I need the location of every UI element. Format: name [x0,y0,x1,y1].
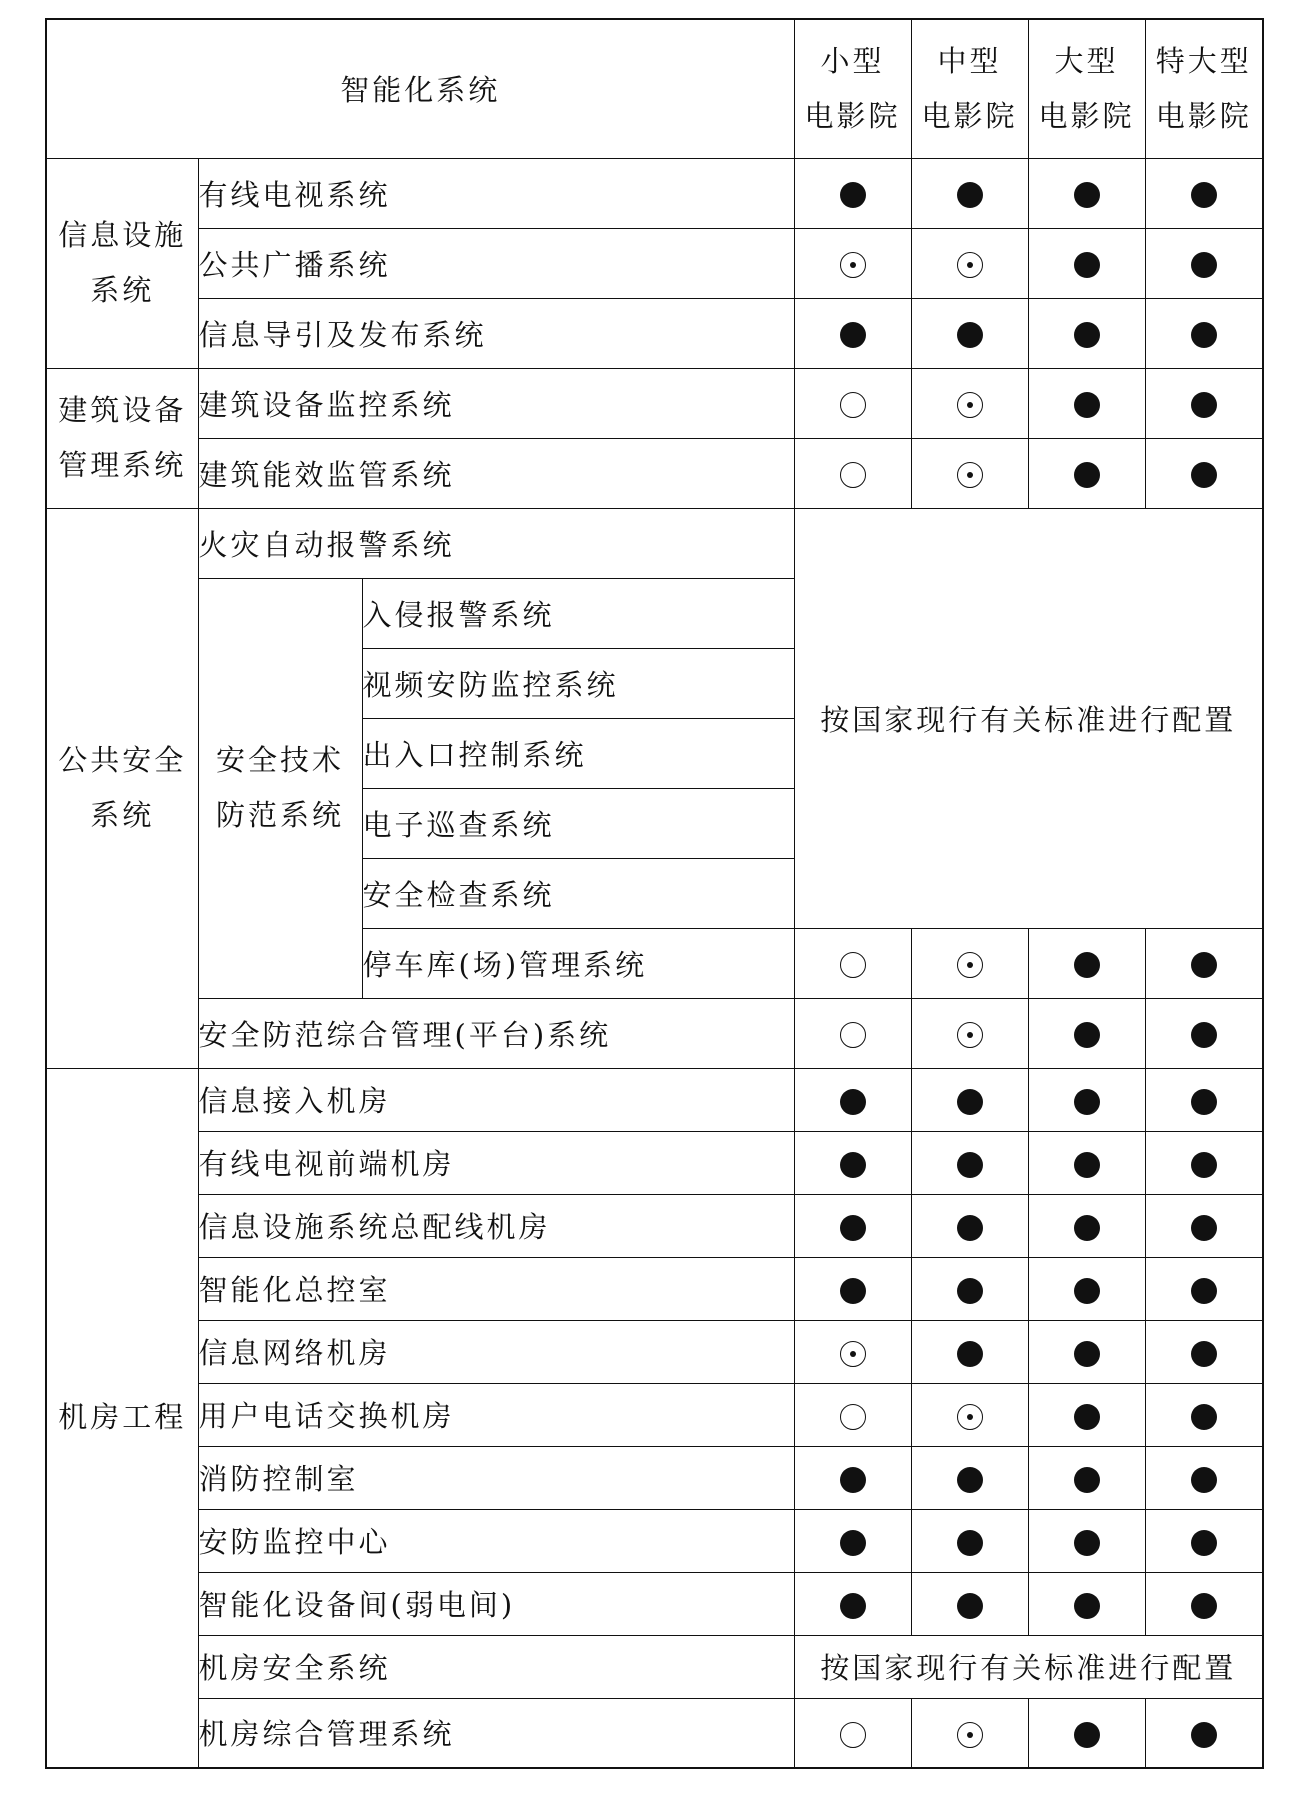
filled-circle-icon [957,182,983,208]
filled-circle-icon [957,1278,983,1304]
filled-circle-icon [1074,252,1100,278]
table-row [46,298,1263,368]
row-label: 电子巡查系统 [362,788,794,858]
filled-circle-icon [840,1215,866,1241]
filled-circle-icon [1191,1404,1217,1430]
row-label: 智能化总控室 [198,1257,794,1320]
dotted-circle-icon [957,392,983,418]
mark-cell [1145,1572,1263,1635]
filled-circle-icon [1074,322,1100,348]
subgroup-security-tech: 安全技术 防范系统 [198,578,362,998]
open-circle-icon [840,462,866,488]
mark-cell [911,1131,1028,1194]
mark-cell [1028,1383,1145,1446]
mark-cell [911,1068,1028,1131]
mark-cell [1145,158,1263,228]
group-machine-room: 机房工程 [46,1068,198,1768]
filled-circle-icon [1191,252,1217,278]
mark-cell [1145,1509,1263,1572]
mark-cell [911,1257,1028,1320]
table-row [46,1446,1263,1509]
filled-circle-icon [1074,392,1100,418]
filled-circle-icon [1191,1341,1217,1367]
row-label: 信息网络机房 [198,1320,794,1383]
row-label: 建筑能效监管系统 [198,438,794,508]
mark-cell [1028,1446,1145,1509]
filled-circle-icon [840,1530,866,1556]
filled-circle-icon [1191,1467,1217,1493]
mark-cell [911,998,1028,1068]
open-circle-icon [840,1404,866,1430]
mark-cell [1028,928,1145,998]
table-row [46,1068,1263,1131]
row-label: 停车库(场)管理系统 [362,928,794,998]
filled-circle-icon [1074,1152,1100,1178]
row-label: 出入口控制系统 [362,718,794,788]
open-circle-icon [840,1722,866,1748]
dotted-circle-icon [840,1341,866,1367]
mark-cell [794,298,911,368]
filled-circle-icon [1074,1089,1100,1115]
mark-cell [1028,298,1145,368]
mark-cell [794,1509,911,1572]
table-row [46,438,1263,508]
filled-circle-icon [1074,952,1100,978]
mark-cell [1028,228,1145,298]
table-row [46,1383,1263,1446]
mark-cell [1145,1446,1263,1509]
mark-cell [794,998,911,1068]
open-circle-icon [840,1022,866,1048]
row-label: 建筑设备监控系统 [198,368,794,438]
mark-cell [794,1068,911,1131]
standards-note: 按国家现行有关标准进行配置 [794,1635,1263,1698]
header-col-xlarge: 特大型 电影院 [1145,19,1263,158]
filled-circle-icon [1191,322,1217,348]
filled-circle-icon [1191,462,1217,488]
filled-circle-icon [840,1152,866,1178]
table-row [46,508,1263,578]
row-label: 信息设施系统总配线机房 [198,1194,794,1257]
mark-cell [1028,1509,1145,1572]
row-label: 机房安全系统 [198,1635,794,1698]
mark-cell [911,928,1028,998]
row-label: 安全防范综合管理(平台)系统 [198,998,794,1068]
filled-circle-icon [1074,1404,1100,1430]
mark-cell [794,1572,911,1635]
row-label: 安全检查系统 [362,858,794,928]
mark-cell [1028,1131,1145,1194]
filled-circle-icon [1074,1722,1100,1748]
filled-circle-icon [957,1467,983,1493]
filled-circle-icon [1074,1467,1100,1493]
filled-circle-icon [1074,1215,1100,1241]
table-row [46,1698,1263,1768]
row-label: 有线电视前端机房 [198,1131,794,1194]
filled-circle-icon [1191,1722,1217,1748]
table-row [46,228,1263,298]
mark-cell [911,368,1028,438]
filled-circle-icon [957,1341,983,1367]
mark-cell [1145,1068,1263,1131]
dotted-circle-icon [957,462,983,488]
filled-circle-icon [957,1152,983,1178]
mark-cell [794,438,911,508]
mark-cell [794,1131,911,1194]
filled-circle-icon [840,1467,866,1493]
filled-circle-icon [957,1089,983,1115]
mark-cell [794,1446,911,1509]
standards-note: 按国家现行有关标准进行配置 [794,508,1263,928]
filled-circle-icon [1074,1530,1100,1556]
filled-circle-icon [1191,952,1217,978]
mark-cell [1145,998,1263,1068]
filled-circle-icon [1191,1152,1217,1178]
filled-circle-icon [840,1593,866,1619]
mark-cell [794,1698,911,1768]
filled-circle-icon [1191,392,1217,418]
table-row [46,998,1263,1068]
table-row [46,368,1263,438]
filled-circle-icon [1074,1341,1100,1367]
header-col-medium: 中型 电影院 [911,19,1028,158]
mark-cell [911,158,1028,228]
dotted-circle-icon [840,252,866,278]
mark-cell [1028,1572,1145,1635]
table-row [46,1257,1263,1320]
mark-cell [911,1194,1028,1257]
mark-cell [911,1698,1028,1768]
row-label: 有线电视系统 [198,158,794,228]
open-circle-icon [840,952,866,978]
mark-cell [1145,1131,1263,1194]
mark-cell [1028,1320,1145,1383]
dotted-circle-icon [957,1022,983,1048]
mark-cell [911,298,1028,368]
filled-circle-icon [1074,1593,1100,1619]
filled-circle-icon [957,1530,983,1556]
mark-cell [911,1320,1028,1383]
header-col-large: 大型 电影院 [1028,19,1145,158]
table-row [46,1131,1263,1194]
row-label: 机房综合管理系统 [198,1698,794,1768]
mark-cell [1028,1698,1145,1768]
row-label: 视频安防监控系统 [362,648,794,718]
dotted-circle-icon [957,1404,983,1430]
mark-cell [794,228,911,298]
group-info-facilities: 信息设施 系统 [46,158,198,368]
dotted-circle-icon [957,952,983,978]
group-public-safety: 公共安全 系统 [46,508,198,1068]
filled-circle-icon [840,1089,866,1115]
mark-cell [794,928,911,998]
mark-cell [794,368,911,438]
mark-cell [1028,1068,1145,1131]
row-label: 公共广播系统 [198,228,794,298]
filled-circle-icon [1191,1593,1217,1619]
mark-cell [1145,228,1263,298]
header-col-small: 小型 电影院 [794,19,911,158]
filled-circle-icon [1191,1278,1217,1304]
mark-cell [1028,1257,1145,1320]
mark-cell [1145,298,1263,368]
mark-cell [1145,438,1263,508]
mark-cell [1028,158,1145,228]
mark-cell [911,438,1028,508]
mark-cell [1145,1383,1263,1446]
mark-cell [911,228,1028,298]
filled-circle-icon [1191,1089,1217,1115]
dotted-circle-icon [957,1722,983,1748]
filled-circle-icon [840,1278,866,1304]
table-row [46,1509,1263,1572]
intelligent-systems-table [45,18,1264,1769]
table-row [46,1320,1263,1383]
mark-cell [794,1320,911,1383]
row-label: 消防控制室 [198,1446,794,1509]
row-label: 信息导引及发布系统 [198,298,794,368]
mark-cell [1145,1320,1263,1383]
mark-cell [1145,1194,1263,1257]
filled-circle-icon [1191,1022,1217,1048]
mark-cell [1028,438,1145,508]
mark-cell [794,1257,911,1320]
filled-circle-icon [957,1593,983,1619]
mark-cell [911,1446,1028,1509]
filled-circle-icon [840,322,866,348]
filled-circle-icon [1191,182,1217,208]
row-label: 智能化设备间(弱电间) [198,1572,794,1635]
filled-circle-icon [1074,1278,1100,1304]
table-row [46,158,1263,228]
mark-cell [794,1194,911,1257]
mark-cell [911,1509,1028,1572]
header-row [46,19,1263,158]
row-label: 信息接入机房 [198,1068,794,1131]
mark-cell [911,1572,1028,1635]
table-row [46,1635,1263,1698]
mark-cell [1145,1698,1263,1768]
table-row [46,1572,1263,1635]
header-title: 智能化系统 [46,19,794,158]
mark-cell [1028,368,1145,438]
row-label: 用户电话交换机房 [198,1383,794,1446]
mark-cell [1145,928,1263,998]
filled-circle-icon [1074,182,1100,208]
mark-cell [911,1383,1028,1446]
filled-circle-icon [957,322,983,348]
mark-cell [794,158,911,228]
table-row [46,1194,1263,1257]
filled-circle-icon [1191,1530,1217,1556]
mark-cell [1028,1194,1145,1257]
row-label: 入侵报警系统 [362,578,794,648]
filled-circle-icon [1074,462,1100,488]
dotted-circle-icon [957,252,983,278]
filled-circle-icon [840,182,866,208]
row-label: 安防监控中心 [198,1509,794,1572]
mark-cell [794,1383,911,1446]
mark-cell [1145,368,1263,438]
group-building-equipment: 建筑设备 管理系统 [46,368,198,508]
filled-circle-icon [1191,1215,1217,1241]
filled-circle-icon [957,1215,983,1241]
row-label: 火灾自动报警系统 [198,508,794,578]
open-circle-icon [840,392,866,418]
mark-cell [1028,998,1145,1068]
filled-circle-icon [1074,1022,1100,1048]
mark-cell [1145,1257,1263,1320]
